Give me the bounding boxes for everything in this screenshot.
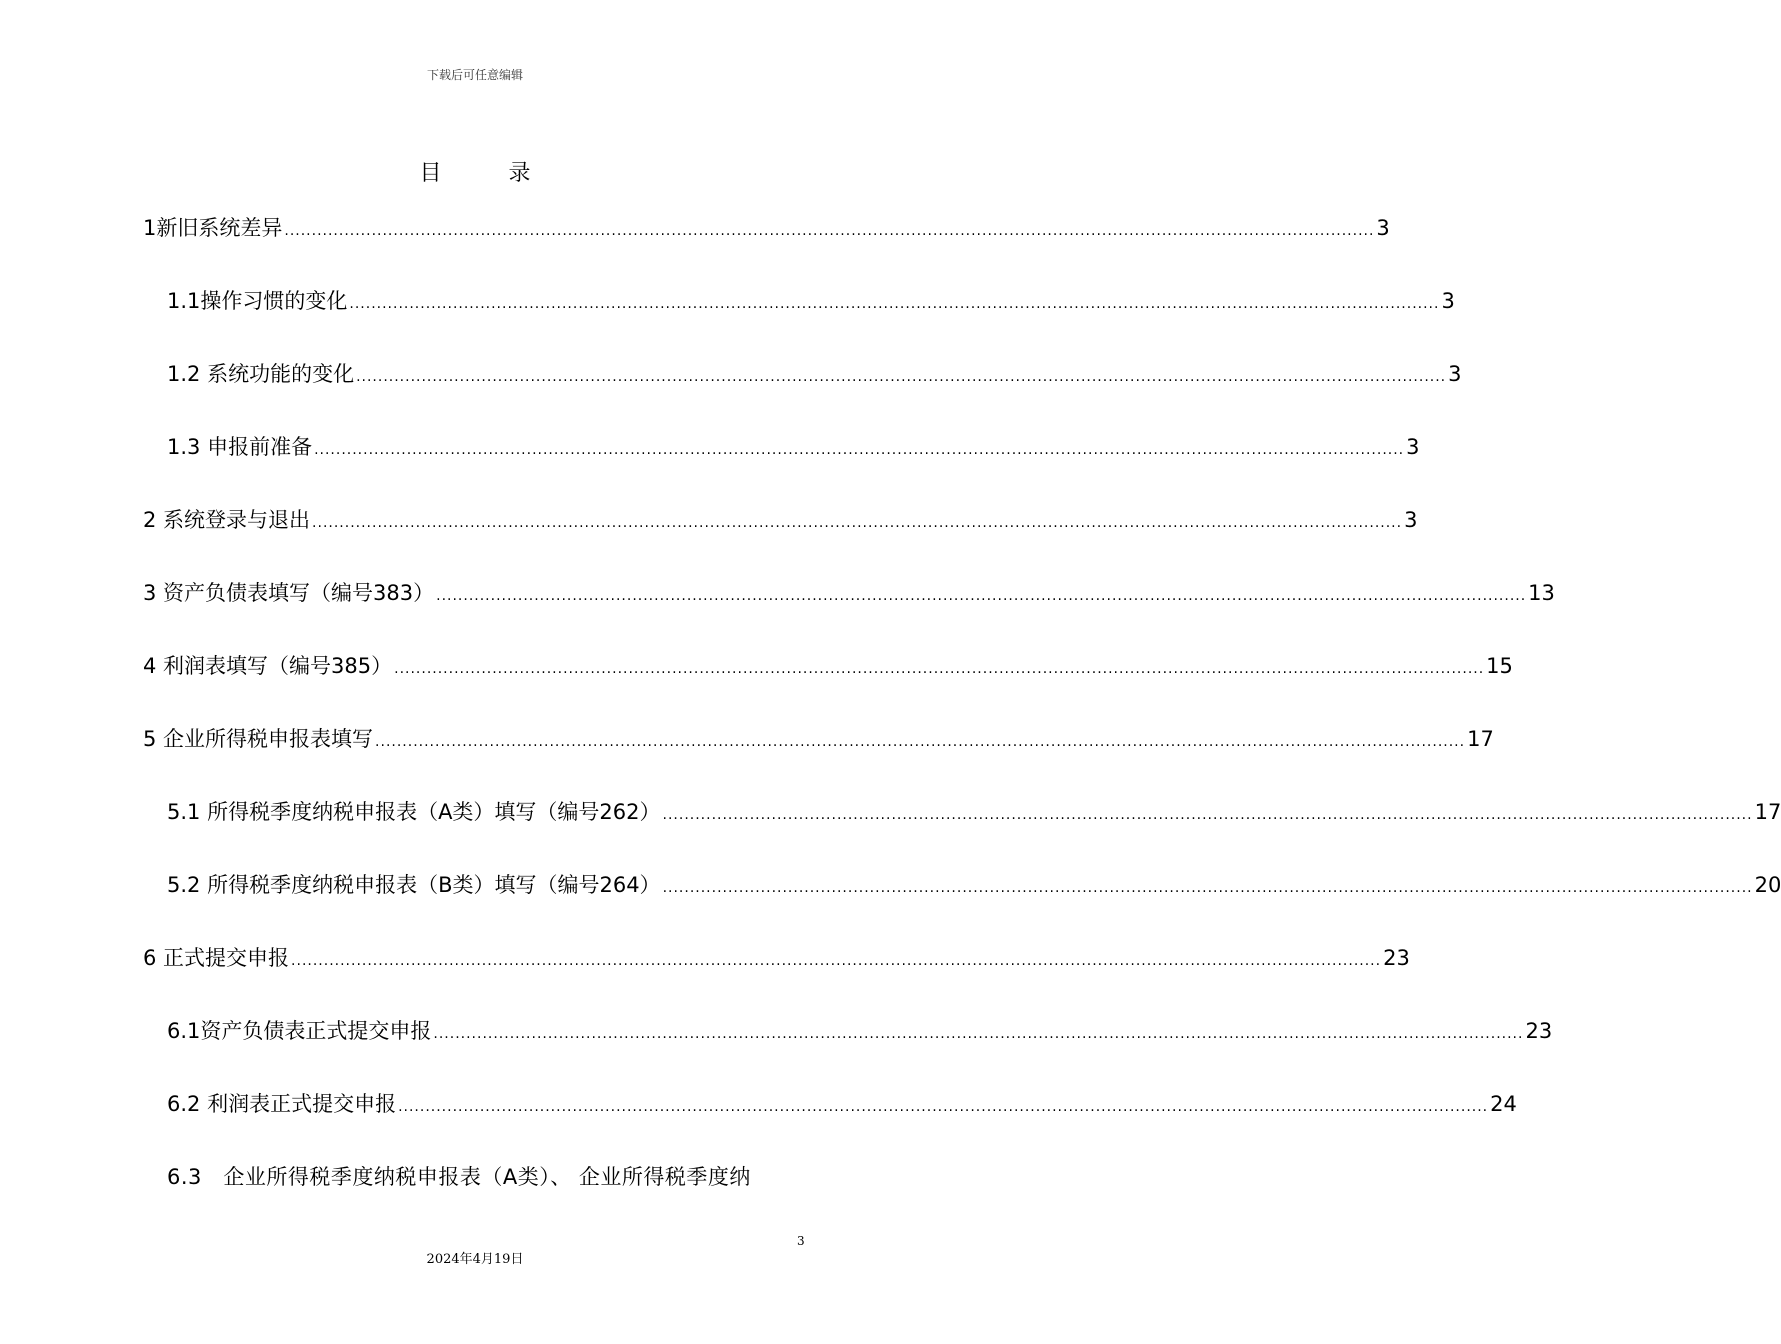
toc-entry[interactable] [143,857,1781,930]
toc-leader-dots: ........................................................................................................................................................................................................ [433,1026,1524,1042]
toc-entry[interactable] [143,784,1781,857]
toc-entry[interactable] [143,346,1462,419]
toc-entry-label: 1.3 申报前准备 [167,435,313,459]
toc-entry-label: 6.3 企业所得税季度纳税申报表（A类）、 企业所得税季度纳 [167,1165,751,1189]
toc-entry-page: 3 [1376,216,1390,240]
toc-title: 目 录 [419,161,561,186]
toc-entry[interactable] [143,492,1418,565]
toc-entry-label: 4 利润表填写（编号385） [143,654,393,678]
toc-entry-label: 1新旧系统差异 [143,216,283,240]
toc-entry-page: 20 [1754,873,1781,897]
toc-entry-label: 6.2 利润表正式提交申报 [167,1092,397,1116]
toc-entry-label: 5.1 所得税季度纳税申报表（A类）填写（编号262） [167,800,661,824]
toc-leader-dots: ........................................................................................................................................................................................................ [662,880,1753,896]
toc-entry[interactable] [143,273,1455,346]
toc-entry-page: 23 [1525,1019,1553,1043]
toc-entry-page: 3 [1441,289,1455,313]
toc-entry-page: 17 [1467,727,1494,751]
toc-entry-page: 3 [1448,362,1462,386]
toc-entry-page: 15 [1486,654,1513,678]
toc-entry-page: 17 [1754,800,1781,824]
toc-leader-dots: ........................................................................................................................................................................................................ [662,807,1753,823]
toc-entry[interactable] [143,638,1513,711]
toc-leader-dots: ........................................................................................................................................................................................................ [284,223,1375,239]
toc-leader-dots: ........................................................................................................................................................................................................ [356,369,1447,385]
toc-entry-page: 3 [1406,435,1420,459]
toc-entry[interactable] [143,930,1410,1003]
toc-entry[interactable] [143,419,1420,492]
toc-leader-dots: ........................................................................................................................................................................................................ [291,953,1382,969]
toc-leader-dots: ........................................................................................................................................................................................................ [349,296,1440,312]
toc-entry-label: 1.2 系统功能的变化 [167,362,355,386]
toc-entry-page: 23 [1383,946,1410,970]
toc-entry-label: 3 资产负债表填写（编号383） [143,581,435,605]
toc-entry-label: 2 系统登录与退出 [143,508,311,532]
toc-entry[interactable] [143,1076,1517,1149]
page-header: 下载后可任意编辑 [426,68,523,82]
page-number: 3 [797,1234,805,1248]
toc-leader-dots: ........................................................................................................................................................................................................ [436,588,1527,604]
toc-entry-page: 3 [1404,508,1418,532]
toc-entry[interactable] [143,565,1555,638]
toc-leader-dots: ........................................................................................................................................................................................................ [398,1099,1489,1115]
page-footer-date: 2024年4月19日 [426,1252,524,1267]
toc-entry-page: 24 [1490,1092,1517,1116]
toc-entry[interactable] [143,711,1494,784]
toc-entry[interactable] [143,200,1390,273]
toc-leader-dots: ........................................................................................................................................................................................................ [312,515,1403,531]
toc-entry-continued[interactable] [143,1149,806,1222]
toc-entry[interactable] [143,1003,1553,1076]
toc-entry-label: 5.2 所得税季度纳税申报表（B类）填写（编号264） [167,873,661,897]
toc-entry-label: 6 正式提交申报 [143,946,290,970]
toc-leader-dots: ........................................................................................................................................................................................................ [394,661,1485,677]
table-of-contents [143,200,1781,1222]
toc-entry-label: 1.1操作习惯的变化 [167,289,348,313]
toc-leader-dots: ........................................................................................................................................................................................................ [314,442,1405,458]
toc-leader-dots: ........................................................................................................................................................................................................ [375,734,1466,750]
toc-entry-label: 5 企业所得税申报表填写 [143,727,374,751]
toc-entry-label: 6.1资产负债表正式提交申报 [167,1019,432,1043]
toc-entry-page: 13 [1528,581,1555,605]
